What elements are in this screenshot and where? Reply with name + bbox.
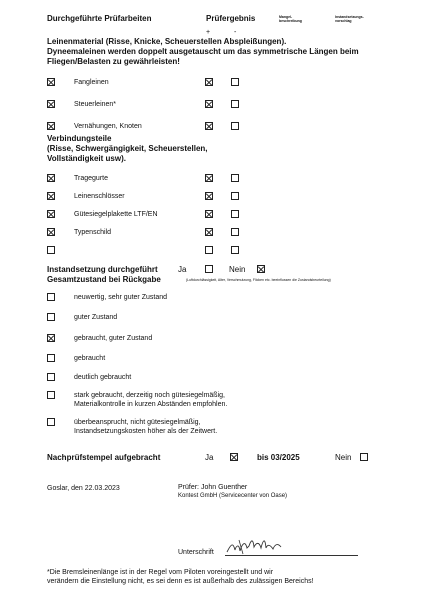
result-plus-checkbox[interactable] <box>205 210 213 218</box>
result-minus-checkbox[interactable] <box>231 228 239 236</box>
item-label: Fangleinen <box>74 79 109 86</box>
result-minus-checkbox[interactable] <box>231 174 239 182</box>
item-label: Leinenschlösser <box>74 193 125 200</box>
repair-label: Instandsetzung durchgeführt <box>47 265 158 274</box>
item-checkbox[interactable] <box>47 228 55 236</box>
condition-option-label: gebraucht <box>74 355 106 362</box>
condition-checkbox[interactable] <box>47 334 55 342</box>
examiner-company: Kontest GmbH (Servicecenter von Oase) <box>178 493 288 499</box>
condition-checkbox[interactable] <box>47 373 55 381</box>
item-checkbox[interactable] <box>47 78 55 86</box>
condition-option-label: überbeansprucht, nicht gütesiegelmäßig, Instandsetzungskosten höher als der Zeitwert. <box>74 419 218 435</box>
result-plus-checkbox[interactable] <box>205 228 213 236</box>
work-title: Durchgeführte Prüfarbeiten <box>47 14 152 23</box>
item-checkbox[interactable] <box>47 192 55 200</box>
item-checkbox[interactable] <box>47 174 55 182</box>
condition-option-label: guter Zustand <box>74 314 118 321</box>
repair-column-label: Instandsetzungs- vorschlag <box>335 15 364 23</box>
result-plus-checkbox[interactable] <box>205 78 213 86</box>
lines-section-heading: Leinenmaterial (Risse, Knicke, Scheuerstellen Abspleißungen). Dyneemaleinen werden doppelt ausgetauscht um das symmetrische Längen beim Fliegen/Belasten zu gewährleisten! <box>47 37 359 66</box>
repair-nein-label: Nein <box>229 265 246 274</box>
repair-ja-checkbox[interactable] <box>205 265 213 273</box>
place-date: Goslar, den 22.03.2023 <box>47 485 120 492</box>
connect-section-heading: Verbindungsteile (Risse, Schwergängigkeit, Scheuerstellen, Vollständigkeit usw). <box>47 134 208 163</box>
repair-ja-label: Ja <box>178 265 187 274</box>
condition-checkbox[interactable] <box>47 313 55 321</box>
footnote: *Die Bremsleinenlänge ist in der Regel vom Piloten voreingestellt und wir verändern die Einstellung nicht, es sei denn es ist außerhalb des zulässigen Bereichs! <box>47 569 314 585</box>
stamp-nein-label: Nein <box>335 453 352 462</box>
signature-line <box>225 555 358 556</box>
item-label: Tragegurte <box>74 175 108 182</box>
stamp-until: bis 03/2025 <box>257 453 300 462</box>
result-minus-checkbox[interactable] <box>231 100 239 108</box>
result-plus-checkbox[interactable] <box>205 246 213 254</box>
repair-nein-checkbox[interactable] <box>257 265 265 273</box>
item-checkbox[interactable] <box>47 246 55 254</box>
result-plus-checkbox[interactable] <box>205 100 213 108</box>
item-label: Typenschild <box>74 229 111 236</box>
condition-heading: Gesamtzustand bei Rückgabe <box>47 275 161 284</box>
result-plus-checkbox[interactable] <box>205 122 213 130</box>
condition-option-label: deutlich gebraucht <box>74 374 132 381</box>
item-checkbox[interactable] <box>47 100 55 108</box>
defect-column-label: Mangel- beschreibung <box>279 15 302 23</box>
plus-column-label: + <box>206 29 211 36</box>
condition-subnote: (Luftdurchlässigkeit, Alter, Verschmutzung, Flicken etc. beeinflussen die Zustandsbeurteilung) <box>186 278 331 282</box>
item-checkbox[interactable] <box>47 122 55 130</box>
result-minus-checkbox[interactable] <box>231 246 239 254</box>
result-plus-checkbox[interactable] <box>205 192 213 200</box>
stamp-label: Nachprüfstempel aufgebracht <box>47 453 161 462</box>
condition-checkbox[interactable] <box>47 293 55 301</box>
condition-option-label: gebraucht, guter Zustand <box>74 335 153 342</box>
signature-label: Unterschrift <box>178 549 214 556</box>
condition-checkbox[interactable] <box>47 418 55 426</box>
item-label: Vernähungen, Knoten <box>74 123 142 130</box>
item-checkbox[interactable] <box>47 210 55 218</box>
condition-checkbox[interactable] <box>47 391 55 399</box>
condition-checkbox[interactable] <box>47 354 55 362</box>
examiner-name: Prüfer: John Guenther <box>178 484 248 491</box>
result-minus-checkbox[interactable] <box>231 78 239 86</box>
item-label: Steuerleinen* <box>74 101 117 108</box>
stamp-ja-label: Ja <box>205 453 214 462</box>
result-plus-checkbox[interactable] <box>205 174 213 182</box>
item-label: Gütesiegelplakette LTF/EN <box>74 211 158 218</box>
stamp-nein-checkbox[interactable] <box>360 453 368 461</box>
result-title: Prüfergebnis <box>206 14 256 23</box>
stamp-ja-checkbox[interactable] <box>230 453 238 461</box>
result-minus-checkbox[interactable] <box>231 210 239 218</box>
minus-column-label: - <box>234 29 237 36</box>
condition-option-label: neuwertig, sehr guter Zustand <box>74 294 167 301</box>
result-minus-checkbox[interactable] <box>231 122 239 130</box>
result-minus-checkbox[interactable] <box>231 192 239 200</box>
condition-option-label: stark gebraucht, derzeitig noch gütesiegelmäßig, Materialkontrolle in kurzen Abständen empfohlen. <box>74 392 228 408</box>
signature-image <box>225 534 285 556</box>
